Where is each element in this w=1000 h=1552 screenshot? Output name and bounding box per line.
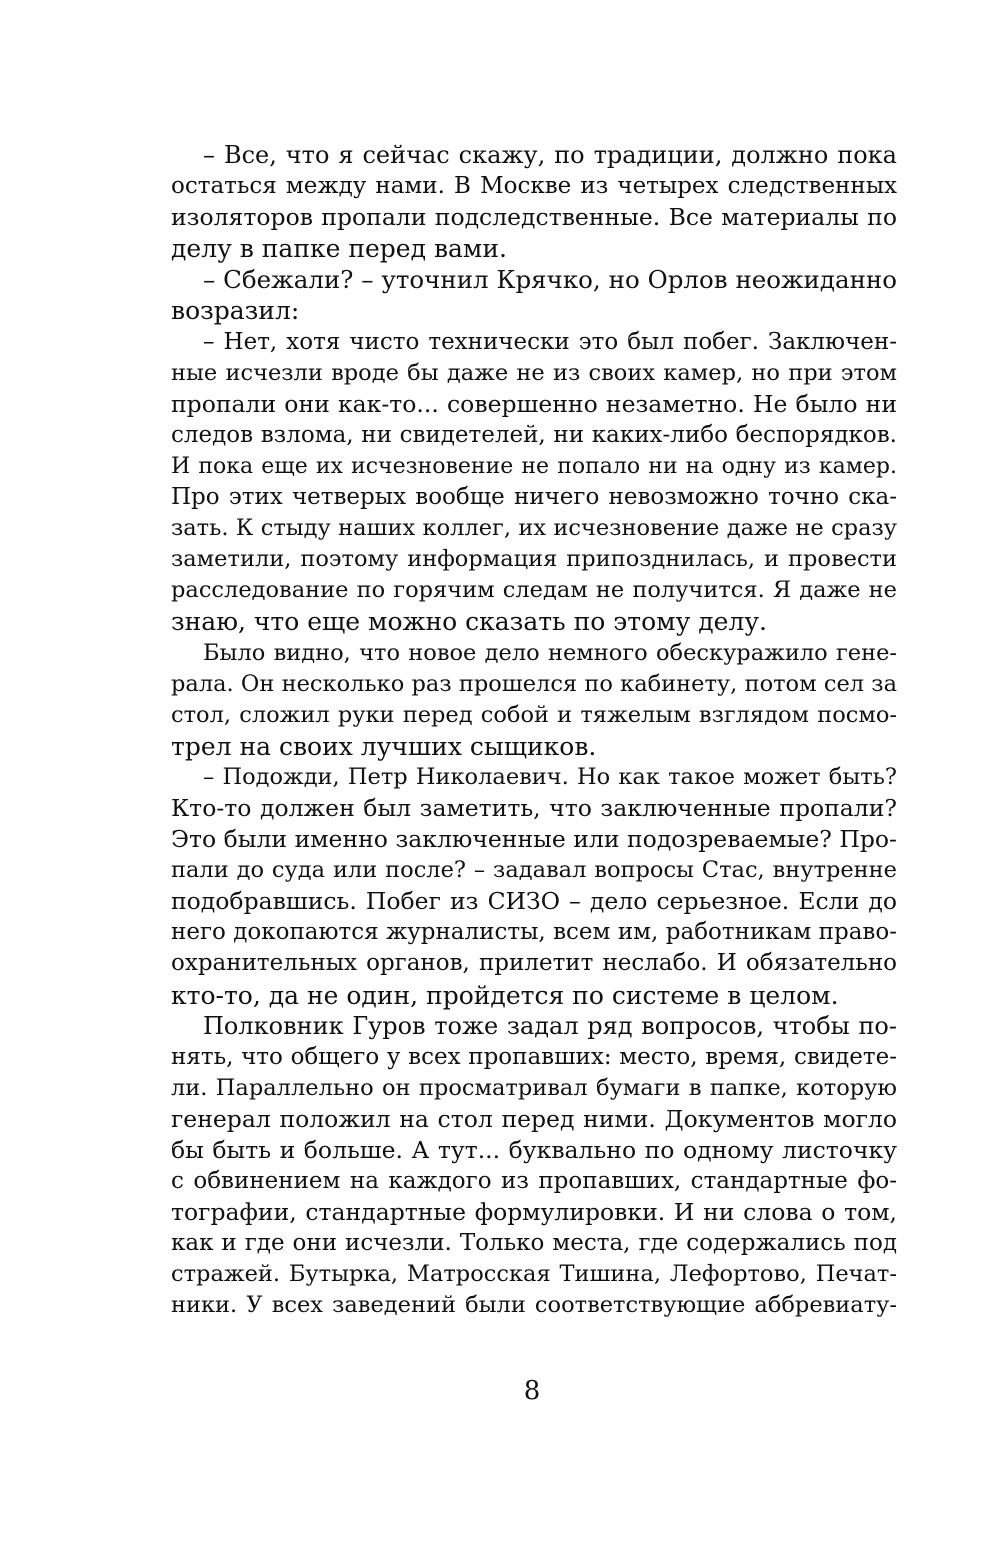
text-line: остаться между нами. В Москве из четырех следственных [171, 173, 897, 200]
text-line: него докопаются журналисты, всем им, работникам право- [171, 919, 897, 946]
page-number [0, 1376, 1000, 1406]
text-line: с обвинением на каждого из пропавших, стандартные фо- [171, 1168, 897, 1195]
text-line: нять, что общего у всех пропавших: место, время, свидете- [171, 1043, 897, 1070]
text-line: расследование по горячим следам не получится. Я даже не [171, 577, 897, 604]
text-line: зать. К стыду наших коллег, их исчезновение даже не сразу [171, 515, 897, 542]
text-line: тографии, стандартные формулировки. И ни слова о том, [171, 1198, 897, 1227]
text-line: генерал положил на стол перед ними. Документов могло [171, 1104, 897, 1133]
text-line: Это были именно заключенные или подозреваемые? Про- [171, 825, 897, 854]
text-line: изоляторов пропали подследственные. Все материалы по [171, 203, 897, 232]
text-line: следов взлома, ни свидетелей, ни каких-либо беспорядков. [171, 421, 897, 448]
text-line: Было видно, что новое дело немного обескуражило гене- [203, 639, 897, 666]
text-line: Про этих четверых вообще ничего невозможно точно ска- [171, 484, 897, 511]
text-line: ные исчезли вроде бы даже не из своих камер, но при этом [171, 359, 897, 386]
text-line: рала. Он несколько раз прошелся по кабинету, потом сел за [171, 670, 897, 697]
text-line: ли. Параллельно он просматривал бумаги в папке, которую [171, 1074, 897, 1101]
text-line: Полковник Гуров тоже задал ряд вопросов, чтобы по- [203, 1011, 897, 1040]
text-line: стражей. Бутырка, Матросская Тишина, Лефортово, Печат- [171, 1261, 897, 1288]
text-line: – Сбежали? – уточнил Крячко, но Орлов неожиданно [203, 265, 897, 295]
text-line: ники. У всех заведений были соответствующие аббревиату- [171, 1292, 897, 1319]
text-line: как и где они исчезли. Только места, где содержались под [171, 1230, 897, 1257]
text-line: возразил: [171, 296, 300, 326]
text-line: – Нет, хотя чисто технически это был побег. Заключен- [203, 328, 897, 355]
text-line: подобравшись. Побег из СИЗО – дело серьезное. Если до [171, 887, 897, 916]
body-text [171, 140, 897, 1322]
page-number-value: 8 [523, 1376, 541, 1406]
text-line: знаю, что еще можно сказать по этому делу. [171, 607, 767, 637]
text-line: Кто-то должен был заметить, что заключенные пропали? [171, 793, 897, 822]
text-line: заметили, поэтому информация припозднилась, и провести [171, 546, 897, 573]
text-line: охранительных органов, прилетит неслабо. И обязательно [171, 950, 897, 977]
text-line: пропали они как-то... совершенно незаметно. Не было ни [171, 389, 897, 418]
text-line: – Подожди, Петр Николаевич. Но как такое может быть? [203, 763, 897, 790]
text-line: – Все, что я сейчас скажу, по традиции, должно пока [203, 141, 897, 169]
text-line: стол, сложил руки перед собой и тяжелым взглядом посмо- [171, 701, 897, 728]
text-line: кто-то, да не один, пройдется по системе в целом. [171, 980, 839, 1010]
text-line: трел на своих лучших сыщиков. [171, 731, 597, 761]
text-line: пали до суда или после? – задавал вопросы Стас, внутренне [171, 857, 897, 884]
text-line: делу в папке перед вами. [171, 234, 507, 264]
text-line: И пока еще их исчезновение не попало ни на одну из камер. [171, 453, 897, 479]
text-line: бы быть и больше. А тут... буквально по одному листочку [171, 1136, 897, 1164]
